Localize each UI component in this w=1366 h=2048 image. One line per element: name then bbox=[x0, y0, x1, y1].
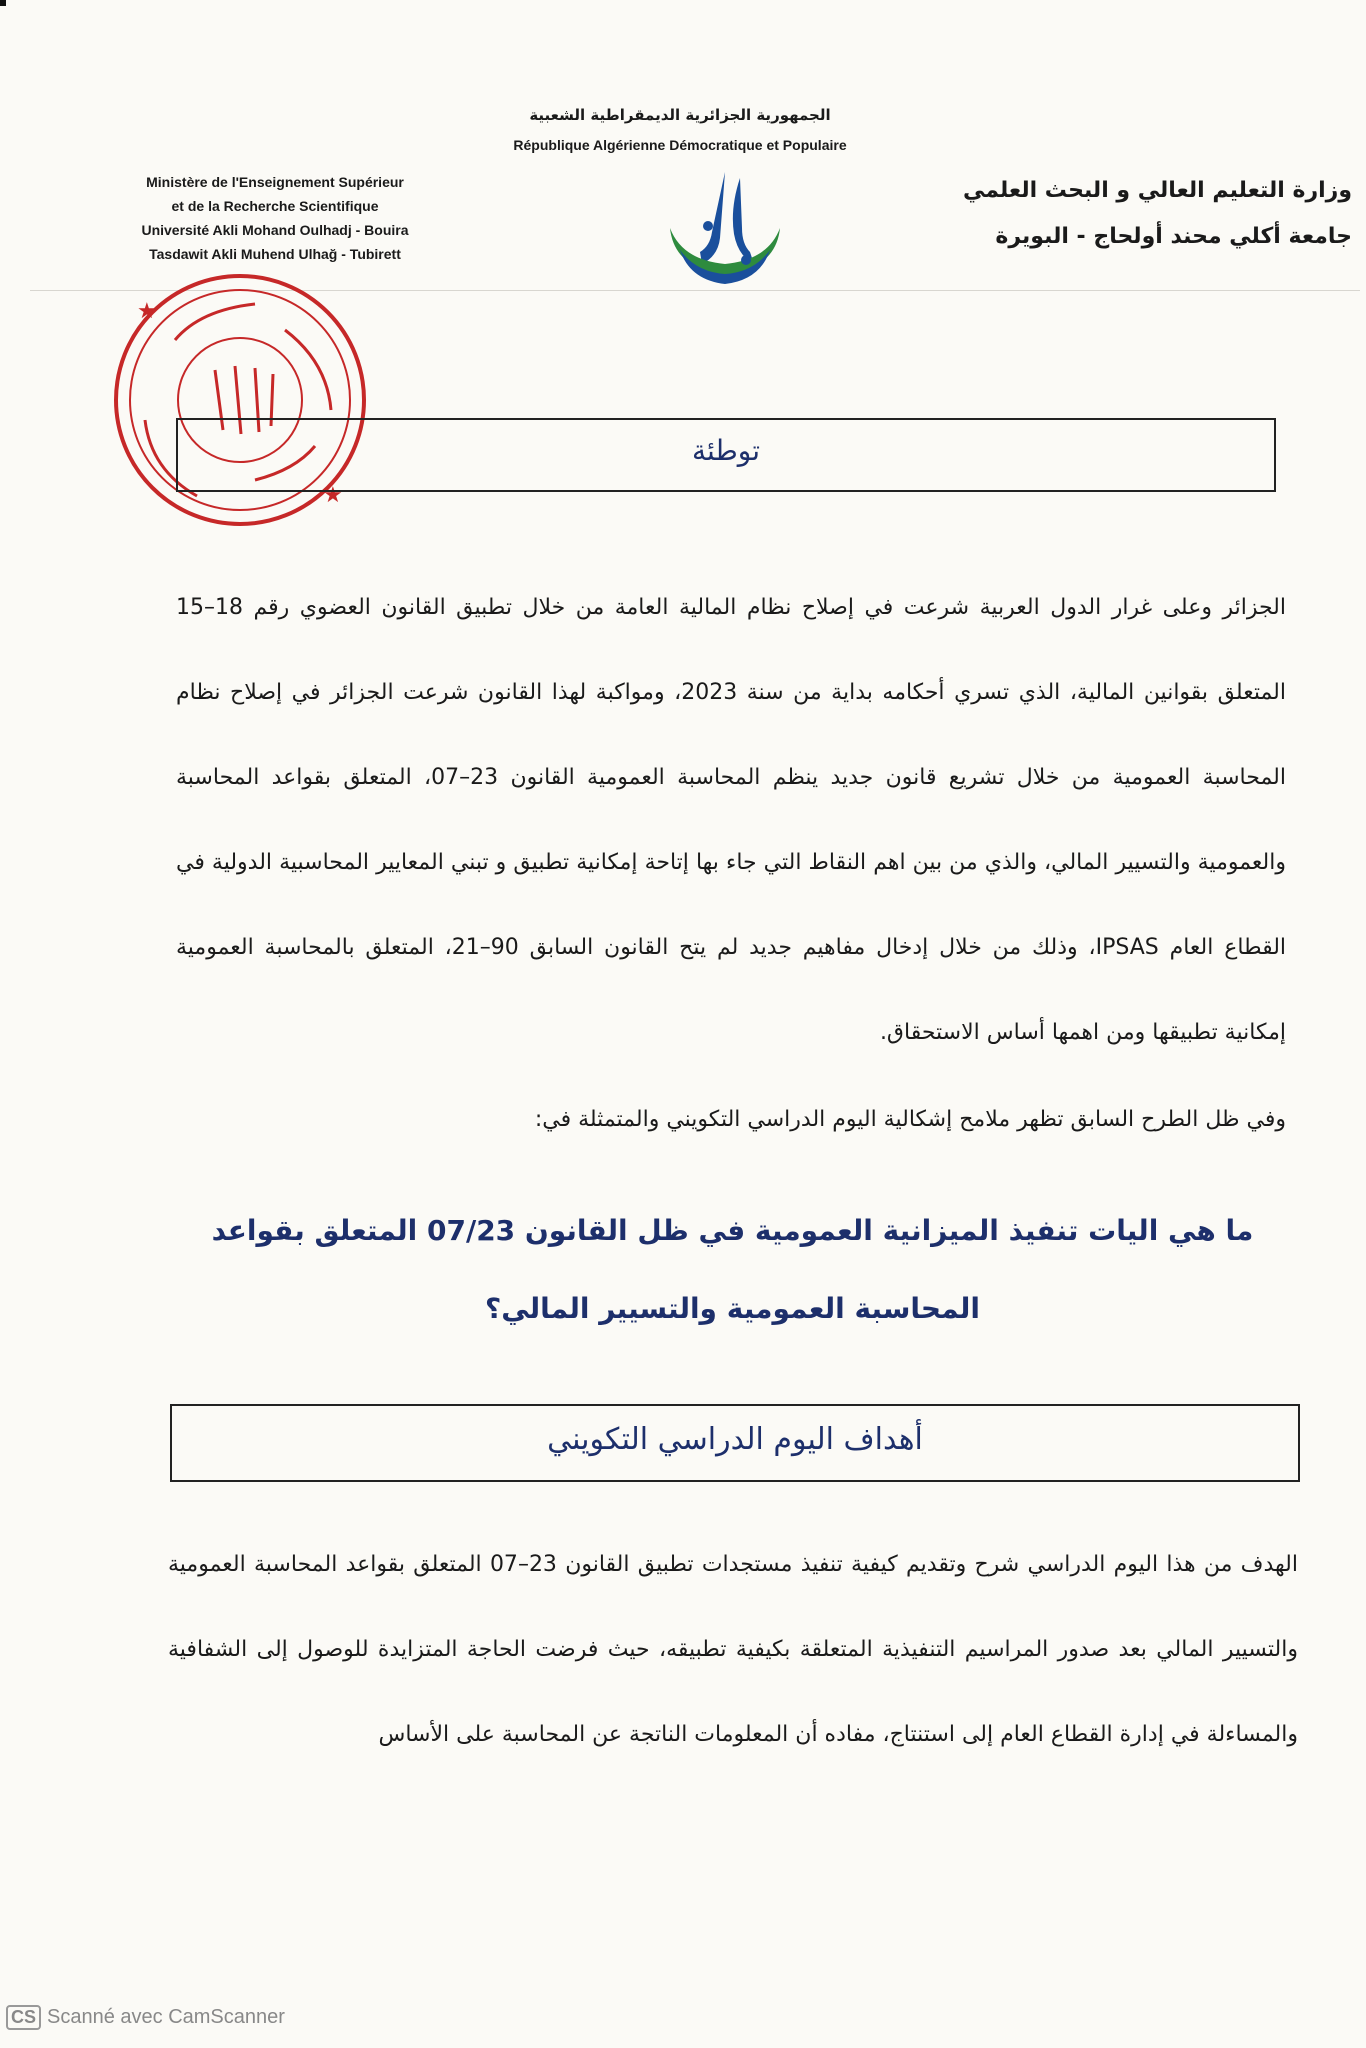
republic-french: République Algérienne Démocratique et Populaire bbox=[513, 137, 847, 153]
ministry-arabic-block bbox=[932, 168, 1352, 260]
goals-paragraph: الهدف من هذا اليوم الدراسي شرح وتقديم كيفية تنفيذ مستجدات تطبيق القانون 23–07 المتعلق بقواعد المحاسبة العمومية والتسيير المالي بعد صدور المراسيم التنفيذية المتعلقة بكيفية تطبيقه، حيث فرضت الحاجة المتزايدة للوصول إلى الشفافية والمساءلة في إدارة القطاع العام إلى استنتاج، مفاده أن المعلومات الناتجة عن المحاسبة على الأساس bbox=[168, 1552, 1298, 1747]
intro-heading-box bbox=[176, 418, 1276, 492]
ministry-fr-line2: et de la Recherche Scientifique bbox=[171, 198, 379, 214]
intro-heading: توطئة bbox=[691, 434, 760, 467]
camscanner-logo-icon: CS bbox=[6, 2005, 41, 2030]
goals-heading: أهداف اليوم الدراسي التكويني bbox=[547, 1422, 923, 1457]
ministry-fr-line1: Ministère de l'Enseignement Supérieur bbox=[146, 174, 404, 190]
ministry-french-block bbox=[90, 170, 460, 266]
camscanner-text: Scanné avec CamScanner bbox=[47, 2006, 285, 2028]
university-tz: Tasdawit Akli Muhend Ulhağ - Tubirett bbox=[149, 246, 401, 262]
scan-corner-mark bbox=[0, 0, 6, 6]
goals-heading-box bbox=[170, 1404, 1300, 1482]
intro-paragraph: الجزائر وعلى غرار الدول العربية شرعت في إصلاح نظام المالية العامة من خلال تطبيق القانون العضوي رقم 18–15 المتعلق بقوانين المالية، الذي تسري أحكامه بداية من سنة 2023، ومواكبة لهذا القانون شرعت الجزائر في إصلاح نظام المحاسبة العمومية من خلال تشريع قانون جديد ينظم المحاسبة العمومية القانون 23–07، المتعلق بقواعد المحاسبة والعمومية والتسيير المالي، والذي من بين اهم النقاط التي جاء بها إتاحة إمكانية تطبيق و تبني المعايير المحاسبية الدولية في القطاع العام IPSAS، وذلك من خلال إدخال مفاهيم جديد لم يتح القانون السابق 90–21، المتعلق بالمحاسبة العمومية إمكانية تطبيقها ومن اهمها أساس الاستحقاق. bbox=[176, 595, 1287, 1045]
camscanner-watermark bbox=[6, 2005, 285, 2030]
ministry-ar: وزارة التعليم العالي و البحث العلمي bbox=[962, 178, 1352, 203]
republic-arabic: الجمهورية الجزائرية الديمقراطية الشعبية bbox=[529, 106, 831, 124]
svg-text:★: ★ bbox=[323, 483, 343, 508]
university-fr: Université Akli Mohand Oulhadj - Bouira bbox=[141, 222, 409, 238]
research-question: ما هي اليات تنفيذ الميزانية العمومية في ظل القانون 07/23 المتعلق بقواعد المحاسبة العمومية والتسيير المالي؟ bbox=[211, 1214, 1254, 1325]
svg-text:★: ★ bbox=[137, 299, 157, 324]
problem-lead-in: وفي ظل الطرح السابق تظهر ملامح إشكالية اليوم الدراسي التكويني والمتمثلة في: bbox=[534, 1107, 1286, 1132]
university-logo bbox=[650, 168, 800, 288]
university-ar: جامعة أكلي محند أولحاج - البويرة bbox=[995, 224, 1352, 249]
